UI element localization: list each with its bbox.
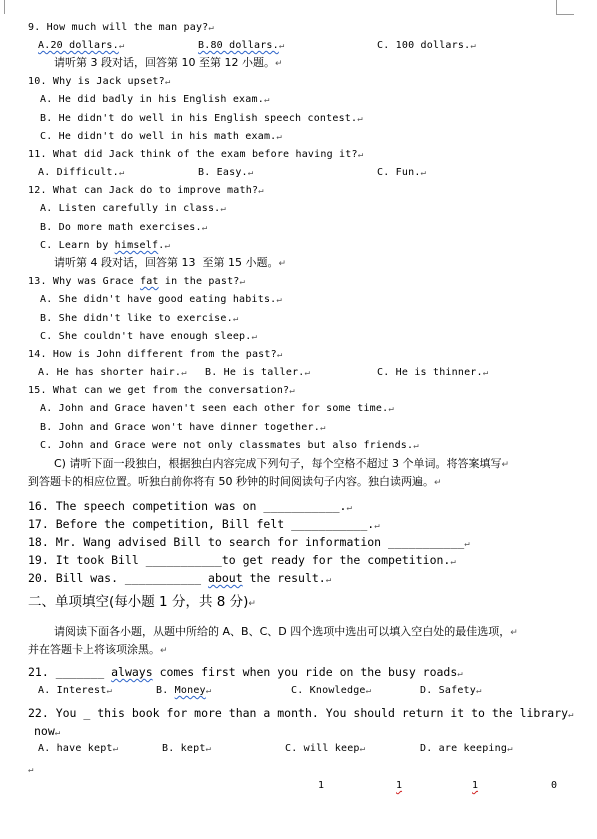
text-s20-2: the result. [242, 571, 326, 585]
text-q15-a-0: A. John and Grace haven't seen each other for some time. [40, 403, 389, 414]
text-q10-b-0: B. He didn't do well in his English speech contest. [40, 113, 358, 124]
text-q15-b-0: B. John and Grace won't have dinner together. [40, 422, 320, 433]
text-q21-a-0: A. Interest [38, 685, 107, 696]
paragraph-mark-icon: ↵ [208, 23, 215, 33]
line-q10-c [40, 131, 282, 143]
line-q11-a [38, 167, 125, 179]
text-q13-a-0: A. She didn't have good eating habits. [40, 294, 277, 305]
line-q11-c [377, 167, 426, 179]
paragraph-mark-icon: ↵ [205, 686, 212, 696]
text-seg3-0: 请听第 3 段对话，回答第 10 至第 12 小题。 [54, 56, 275, 69]
line-q13-b [40, 313, 238, 325]
line-q11 [28, 149, 363, 161]
line-q12 [28, 185, 264, 197]
text-s16-0: 16. The speech competition was on ___________. [28, 499, 347, 513]
paragraph-mark-icon: ↵ [112, 744, 119, 754]
paragraph-mark-icon: ↵ [181, 368, 187, 378]
line-s20 [28, 572, 331, 586]
text-q22-b-0: B. kept [162, 743, 206, 754]
paragraph-mark-icon: ↵ [289, 386, 295, 396]
text-q15-0: 15. What can we get from the conversation? [28, 385, 290, 396]
text-q21-b-0: B. [156, 685, 175, 696]
paragraph-mark-icon: ↵ [205, 744, 212, 754]
text-q9-b-0: B.80 dollars. [198, 40, 279, 51]
paragraph-mark-icon: ↵ [450, 557, 456, 567]
paragraph-mark-icon: ↵ [482, 368, 489, 378]
line-q15-a [40, 403, 394, 415]
text-s20-0: 20. Bill was. ___________ [28, 571, 209, 585]
line-q14 [28, 349, 282, 361]
text-q21-d-0: D. Safety [420, 685, 476, 696]
line-sec2 [28, 594, 256, 612]
paragraph-mark-icon: ↵ [510, 628, 518, 638]
text-q21-b-1: Money [174, 685, 206, 696]
line-q12-a [40, 203, 226, 215]
crop-mark-top-right-v [556, 0, 557, 14]
paragraph-mark-icon: ↵ [464, 539, 470, 549]
crop-mark-top-right-h [556, 14, 574, 15]
line-q12-c [40, 240, 170, 252]
text-q14-a-0: A. He has shorter hair. [38, 367, 182, 378]
text-q12-c-2: . [158, 240, 165, 251]
text-q22-0: 22. You _ this book for more than a month. You should return it to the library [28, 706, 569, 720]
line-q22 [28, 707, 573, 721]
paragraph-mark-icon: ↵ [278, 259, 287, 269]
crop-mark-top-left [4, 0, 5, 14]
line-q15 [28, 385, 295, 397]
text-q12-c-0: C. Learn by [40, 240, 115, 251]
line-partc-1 [54, 458, 509, 471]
line-q9-b [198, 40, 285, 52]
paragraph-mark-icon: ↵ [118, 41, 125, 51]
text-q9-a-0: A.20 dollars. [38, 40, 119, 51]
line-q21-d [420, 685, 482, 697]
text-q13-b-0: B. She didn't like to exercise. [40, 313, 233, 324]
text-q11-c-0: C. Fun. [377, 167, 421, 178]
line-q21-c [291, 685, 371, 697]
line-q21 [28, 666, 463, 680]
paragraph-mark-icon: ↵ [276, 132, 283, 142]
paragraph-mark-icon: ↵ [247, 168, 254, 178]
paragraph-mark-icon: ↵ [239, 277, 246, 287]
text-s19-0: 19. It took Bill ___________to get ready for the competition. [28, 553, 451, 567]
text-partc-2-0: 到答题卡的相应位置。听独白前你将有 50 秒钟的时间阅读句子内容。独白读两遍。 [28, 475, 434, 488]
text-q13-c-0: C. She couldn't have enough sleep. [40, 331, 252, 342]
line-q21-b [156, 685, 211, 697]
text-q21-0: 21. _______ [28, 665, 112, 679]
text-seg4-0: 请听第 4 段对话，回答第 13 至第 15 小题。 [54, 256, 279, 269]
paragraph-mark-icon: ↵ [420, 168, 427, 178]
paragraph-mark-icon: ↵ [434, 478, 442, 488]
line-sec2-ins1 [54, 626, 518, 639]
paragraph-mark-icon: ↵ [160, 646, 168, 656]
text-q13-1: fat [139, 276, 159, 287]
paragraph-mark-icon: ↵ [106, 686, 113, 696]
text-q13-2: in the past? [158, 276, 240, 287]
line-q13-a [40, 294, 282, 306]
footer-number-f4: 0 [551, 780, 558, 791]
line-q22-cont [34, 725, 60, 739]
text-q11-0: 11. What did Jack think of the exam before having it? [28, 149, 358, 160]
text-partc-1-0: C) 请听下面一段独白，根据独白内容完成下列句子，每个空格不超过 3 个单词。将答案填写 [54, 457, 502, 470]
paragraph-mark-icon: ↵ [263, 95, 270, 105]
text-q13-0: 13. Why was Grace [28, 276, 140, 287]
text-sec2-ins2-0: 并在答题卡上将该项涂黑。 [28, 643, 160, 656]
line-q10 [28, 76, 170, 88]
line-q15-c [40, 440, 419, 452]
line-q14-a [38, 367, 187, 379]
text-q22-d-0: D. are keeping [420, 743, 508, 754]
text-q12-b-0: B. Do more math exercises. [40, 222, 202, 233]
line-q9 [28, 22, 214, 34]
paragraph-mark-icon: ↵ [251, 332, 258, 342]
empty-paragraph-mark-icon: ↵ [28, 765, 34, 775]
text-q11-a-0: A. Difficult. [38, 167, 119, 178]
text-q14-0: 14. How is John different from the past? [28, 349, 277, 360]
text-s18-0: 18. Mr. Wang advised Bill to search for information ___________ [28, 535, 465, 549]
paragraph-mark-icon: ↵ [118, 168, 125, 178]
text-q21-1: always [111, 665, 153, 679]
paragraph-mark-icon: ↵ [278, 41, 285, 51]
footer-number-f1: 1 [318, 780, 325, 791]
text-s20-1: about [208, 571, 243, 585]
line-q13-c [40, 331, 257, 343]
paragraph-mark-icon: ↵ [304, 368, 311, 378]
paragraph-mark-icon: ↵ [365, 686, 372, 696]
line-q13 [28, 276, 245, 288]
text-q22-cont-0: now [34, 724, 55, 738]
text-sec2-0: 二、单项填空(每小题 1 分，共 8 分) [28, 594, 249, 610]
text-q12-0: 12. What can Jack do to improve math? [28, 185, 259, 196]
line-q12-b [40, 222, 207, 234]
paragraph-mark-icon: ↵ [359, 744, 366, 754]
footer-number-f2: 1 [396, 780, 403, 791]
text-q21-c-0: C. Knowledge [291, 685, 366, 696]
paragraph-mark-icon: ↵ [501, 460, 510, 470]
paragraph-mark-icon: ↵ [357, 114, 363, 124]
paragraph-mark-icon: ↵ [568, 710, 574, 720]
line-q10-b [40, 113, 363, 125]
text-q10-a-0: A. He did badly in his English exam. [40, 94, 264, 105]
paragraph-mark-icon: ↵ [388, 404, 394, 414]
paragraph-mark-icon: ↵ [164, 77, 171, 87]
text-q9-0: 9. How much will the man pay? [28, 22, 209, 33]
line-q10-a [40, 94, 270, 106]
paragraph-mark-icon: ↵ [258, 186, 264, 196]
paragraph-mark-icon: ↵ [325, 575, 332, 585]
line-q21-a [38, 685, 112, 697]
paragraph-mark-icon: ↵ [470, 41, 476, 51]
line-q14-b [205, 367, 310, 379]
line-q11-b [198, 167, 253, 179]
line-s16 [28, 500, 352, 514]
paragraph-mark-icon: ↵ [413, 441, 419, 451]
text-q10-0: 10. Why is Jack upset? [28, 76, 165, 87]
paragraph-mark-icon: ↵ [357, 150, 364, 160]
text-q12-c-1: himself [114, 240, 159, 251]
line-seg4 [54, 257, 286, 270]
paragraph-mark-icon: ↵ [507, 744, 513, 754]
line-q22-d [420, 743, 513, 755]
line-q9-a [38, 40, 125, 52]
text-sec2-ins1-0: 请阅读下面各小题，从题中所给的 A、B、C、D 四个选项中选出可以填入空白处的最佳选项， [54, 625, 511, 638]
paragraph-mark-icon: ↵ [346, 503, 352, 513]
line-q22-c [285, 743, 365, 755]
paragraph-mark-icon: ↵ [232, 314, 239, 324]
line-q15-b [40, 422, 326, 434]
line-s18 [28, 536, 470, 550]
line-seg3 [54, 57, 283, 70]
paragraph-mark-icon: ↵ [164, 241, 171, 251]
paragraph-mark-icon: ↵ [274, 59, 283, 69]
line-q22-a [38, 743, 118, 755]
paragraph-mark-icon: ↵ [276, 295, 283, 305]
paragraph-mark-icon: ↵ [457, 669, 463, 679]
line-partc-2 [28, 476, 442, 489]
paragraph-mark-icon: ↵ [201, 223, 208, 233]
text-q12-a-0: A. Listen carefully in class. [40, 203, 221, 214]
paragraph-mark-icon: ↵ [276, 350, 283, 360]
text-q9-c-0: C. 100 dollars. [377, 40, 471, 51]
text-q15-c-0: C. John and Grace were not only classmates but also friends. [40, 440, 414, 451]
paragraph-mark-icon: ↵ [248, 599, 256, 609]
paragraph-mark-icon: ↵ [319, 423, 326, 433]
text-q10-c-0: C. He didn't do well in his math exam. [40, 131, 277, 142]
text-q11-b-0: B. Easy. [198, 167, 248, 178]
paragraph-mark-icon: ↵ [54, 728, 61, 738]
text-q22-a-0: A. have kept [38, 743, 113, 754]
text-q14-b-0: B. He is taller. [205, 367, 305, 378]
paragraph-mark-icon: ↵ [374, 521, 380, 531]
text-q14-c-0: C. He is thinner. [377, 367, 483, 378]
text-q21-2: comes first when you ride on the busy roads [152, 665, 458, 679]
line-s19 [28, 554, 456, 568]
line-q9-c [377, 40, 476, 52]
line-sec2-ins2 [28, 644, 168, 657]
text-q22-c-0: C. will keep [285, 743, 360, 754]
footer-number-f3: 1 [472, 780, 479, 791]
line-q14-c [377, 367, 488, 379]
paragraph-mark-icon: ↵ [476, 686, 482, 696]
paragraph-mark-icon: ↵ [220, 204, 227, 214]
line-s17 [28, 518, 380, 532]
text-s17-0: 17. Before the competition, Bill felt ___________. [28, 517, 375, 531]
line-q22-b [162, 743, 211, 755]
